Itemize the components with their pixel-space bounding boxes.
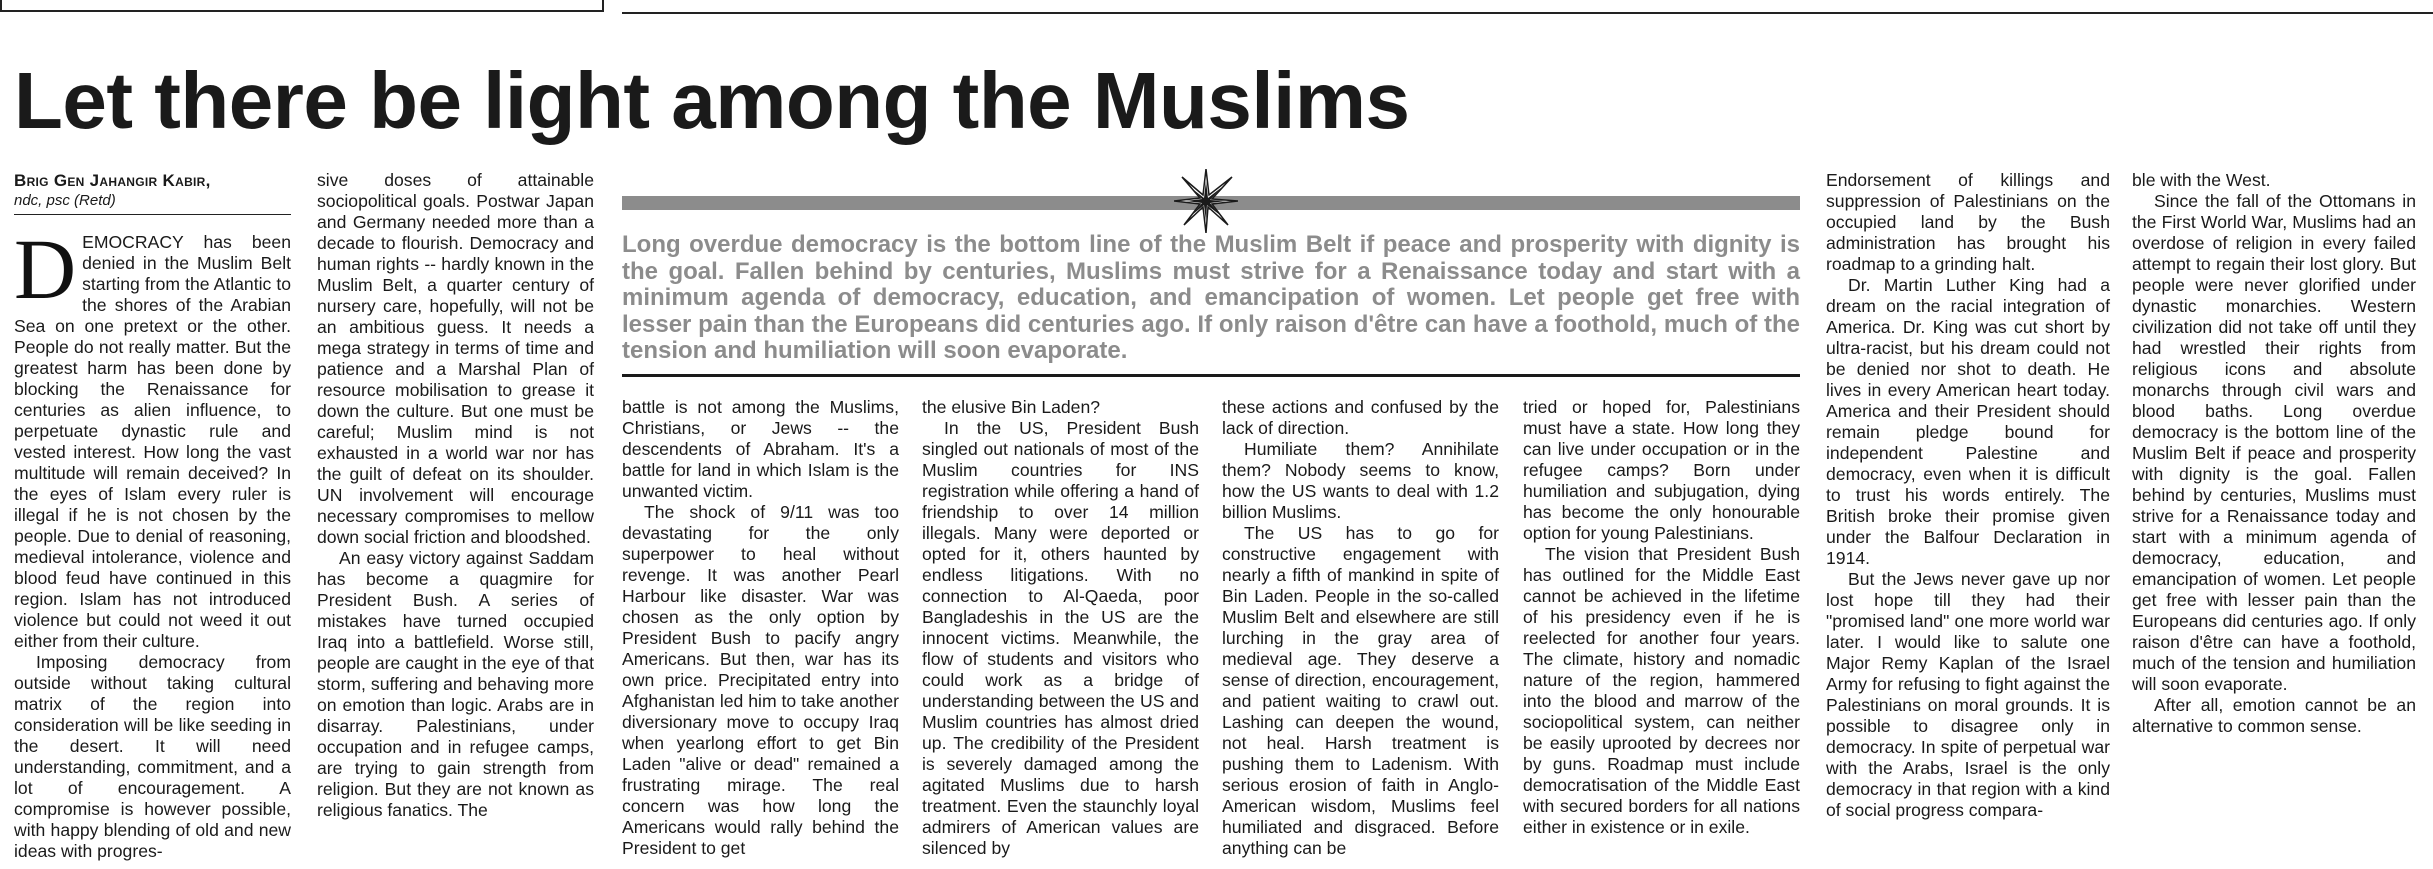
- column-7: [1826, 170, 2110, 821]
- paragraph: battle is not among the Muslims, Christians, or Jews -- the descendents of Abraham. It's a battle for land in which Islam is the unwanted victim.: [622, 397, 899, 501]
- column-8: [2132, 170, 2416, 737]
- starburst-icon: [1174, 169, 1238, 233]
- byline-rule: [14, 214, 291, 215]
- paragraph: The shock of 9/11 was too devastating for the only superpower to heal without revenge. It was another Pearl Harbour like disaster. War was chosen as the only option by President Bush to pacify angry Americans. But then, war has its own price. Precipitated entry into Afghanistan led him to take another diversionary move to occupy Iraq when yearlong effort to get Bin Laden "alive or dead" remained a frustrating mirage. The real concern was how long the Americans would rally behind the President to get: [622, 502, 899, 858]
- drop-cap: D: [14, 221, 77, 317]
- paragraph: sive doses of attainable sociopolitical goals. Postwar Japan and Germany needed more than a decade to flourish. Democracy and human rights -- hardly known in the Muslim Belt, a quarter century of nursery care, hopefully, will not be an ambitious guess. It needs a mega strategy in terms of time and patience and a Marshal Plan of resource mobilisation to grease it down the culture. But one must be careful; Muslim mind is not exhausted in a world war nor has the guilt of defeat on its shoulder. UN involvement will encourage necessary compromises to mellow down social friction and bloodshed.: [317, 170, 594, 547]
- column-6: [1523, 397, 1800, 838]
- paragraph: Since the fall of the Ottomans in the First World War, Muslims had an overdose of religion in every failed attempt to regain their lost glory. But people were never glorified under dynastic monarchies. Western civilization did not take off until they had wrestled their rights from religious icons and absolute monarchs through civil wars and blood baths. Long overdue democracy is the bottom line of the Muslim Belt if peace and prosperity with dignity is the goal. Fallen behind by centuries, Muslims must strive for a Renaissance today and start with a minimum agenda of democracy, education, and emancipation of women. Let people get free with lesser pain than the Europeans did centuries ago. If only raison d'être can have a foothold, much of the tension and humiliation will soon evaporate.: [2132, 191, 2416, 694]
- paragraph: Imposing democracy from outside without taking cultural matrix of the region into consideration will be like seeding in the desert. It will need understanding, commitment, and a lot of encouragement. A compromise is however possible, with happy blending of old and new ideas with progres-: [14, 652, 291, 861]
- paragraph: After all, emotion cannot be an alternative to common sense.: [2132, 695, 2416, 736]
- paragraph: But the Jews never gave up nor lost hope till they had their "promised land" one more world war later. I would like to salute one Major Remy Kaplan of the Israel Army for refusing to fight against the Palestinians on moral grounds. It is possible to disagree only in democracy. In spite of perpetual war with the Arabs, Israel is the only democracy in that region with a kind of social progress compara-: [1826, 569, 2110, 820]
- column-1: [14, 221, 291, 862]
- paragraph: tried or hoped for, Palestinians must have a state. How long they can live under occupation or in the refugee camps? Born under humiliation and subjugation, dying has become the only honourable option for young Palestinians.: [1523, 397, 1800, 543]
- paragraph: Humiliate them? Annihilate them? Nobody seems to know, how the US wants to deal with 1.2 billion Muslims.: [1222, 439, 1499, 522]
- paragraph: the elusive Bin Laden?: [922, 397, 1101, 417]
- paragraph: these actions and confused by the lack of direction.: [1222, 397, 1499, 438]
- column-2: [317, 170, 594, 821]
- paragraph: Dr. Martin Luther King had a dream on the racial integration of America. Dr. King was cut short by ultra-racist, but his dream could not be denied nor shot to death. He lives in every American heart today. America and their President should remain pledge bound for independent Palestine and democracy, even when it is difficult to trust his words entirely. The British broke their promise given under the Balfour Declaration in 1914.: [1826, 275, 2110, 568]
- top-border-left: [0, 0, 604, 12]
- column-5: [1222, 397, 1499, 859]
- paragraph: An easy victory against Saddam has become a quagmire for President Bush. A series of mistakes have turned occupied Iraq into a battlefield. Worse still, people are caught in the eye of that storm, suffering and behaving more on emotion than logic. Arabs are in disarray. Palestinians, under occupation and in refugee camps, are trying to gain strength from religion. But they are not known as religious fanatics. The: [317, 548, 594, 820]
- paragraph: Endorsement of killings and suppression of Palestinians on the occupied land by the Bush administration has brought his roadmap to a grinding halt.: [1826, 170, 2110, 274]
- paragraph: In the US, President Bush singled out nationals of most of the Muslim countries for INS registration while offering a hand of friendship to over 14 million illegals. Many were deported or opted for it, others haunted by endless litigations. With no connection to Al-Qaeda, poor Bangladeshis in the US are the innocent victims. Meanwhile, the flow of students and visitors who could work as a bridge of understanding between the US and Muslim countries has almost dried up. The credibility of the President is severely damaged among the agitated Muslims due to harsh treatment. Even the staunchly loyal admirers of American values are silenced by: [922, 418, 1199, 858]
- headline: Let there be light among the Muslims: [14, 56, 1410, 145]
- top-border-right: [622, 0, 2433, 14]
- author-credentials: ndc, psc (Retd): [14, 192, 116, 209]
- author-name: Brig Gen Jahangir Kabir,: [14, 171, 211, 190]
- paragraph: The US has to go for constructive engagement with nearly a fifth of mankind in spite of Bin Laden. People in the so-called Muslim Belt and elsewhere are still lurching in the gray area of medieval age. They deserve a sense of direction, encouragement, and patient waiting to crawl out. Lashing can deepen the wound, not heal. Harsh treatment is pushing them to Ladenism. With serious erosion of faith in Anglo-American wisdom, Muslims feel humiliated and disgraced. Before anything can be: [1222, 523, 1499, 858]
- byline: [14, 170, 291, 210]
- paragraph: ble with the West.: [2132, 170, 2271, 190]
- pull-quote: Long overdue democracy is the bottom line of the Muslim Belt if peace and prosperity with dignity is the goal. Fallen behind by centuries, Muslims must strive for a Renaissance today and start with a minimum agenda of democracy, education, and emancipation of women. Let people get free with lesser pain than the Europeans did centuries ago. If only raison d'être can have a foothold, much of the tension and humiliation will soon evaporate.: [622, 231, 1800, 364]
- pull-quote-rule: [622, 374, 1800, 377]
- column-3: [622, 397, 899, 859]
- paragraph: DEMOCRACY has been denied in the Muslim Belt starting from the Atlantic to the shores of the Arabian Sea on one pretext or the other. People do not really matter. But the greatest harm has been done by blocking the Renaissance for centuries as alien influence, to perpetuate dynastic rule and vested interest. How long the vast multitude will remain deceived? In the eyes of Islam every ruler is illegal if he is not chosen by the people. Due to denial of reasoning, medieval intolerance, violence and blood feud have continued in this region. Islam has not introduced violence but could not weed it out either from their culture.: [14, 221, 291, 651]
- paragraph: The vision that President Bush has outlined for the Middle East cannot be achieved in the lifetime of his presidency even if he is reelected for another four years. The climate, history and nomadic nature of the region, hammered into the blood and marrow of the sociopolitical system, can neither be easily uprooted by decrees nor by guns. Roadmap must include democratisation of the Middle East with secured borders for all nations either in existence or in exile.: [1523, 544, 1800, 837]
- column-4: [922, 397, 1199, 859]
